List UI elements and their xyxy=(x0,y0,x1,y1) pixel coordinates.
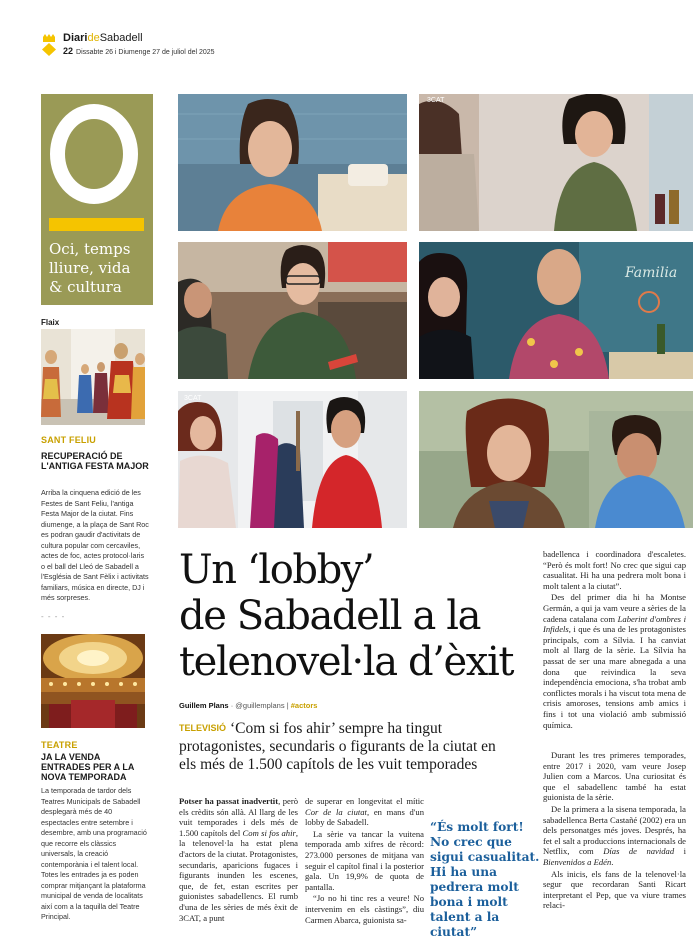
masthead[interactable]: DiarideSabadell xyxy=(63,32,143,44)
body-text: de superar en longevitat el mític xyxy=(305,796,424,806)
divider-dots: - - - - xyxy=(41,612,66,621)
body-text: De la primera a la sisena temporada, la sabadellenca Berta Castañé (2002) era un dels personatges més joves. Després, ha fet el salt a produccions internacionals de Netflix, com xyxy=(543,803,686,857)
author-name[interactable]: Guillem Plans xyxy=(179,701,229,710)
scene-photo-2 xyxy=(419,94,693,231)
theatre-photo xyxy=(41,634,145,728)
scene-photo-5 xyxy=(178,391,407,528)
section-accent-bar xyxy=(49,218,144,231)
body-text: , en mans d'un lobby de Sabadell. xyxy=(305,806,424,828)
section-letter-o xyxy=(50,104,138,204)
teatre-section-label: TEATRE xyxy=(41,740,78,750)
body-column-4 xyxy=(543,750,686,911)
section-title xyxy=(49,240,153,297)
scene-photo-6 xyxy=(419,391,693,528)
headline-line: telenovel·la d’èxit xyxy=(179,639,514,685)
scene-photo-1 xyxy=(178,94,407,231)
body-text: Des del primer dia hi ha Montse Germán, a qui ja vam veure a sèries de la cadena catalana com xyxy=(543,592,686,624)
pull-quote: “És molt fort! No crec que sigui casualitat. Hi ha una pedrera molt bona i molt talent a la ciutat” xyxy=(430,820,540,939)
santfeliu-headline[interactable]: RECUPERACIÓ DE L'ANTIGA FESTA MAJOR xyxy=(41,451,149,471)
show-title: Laberint d'ombres i Infidels xyxy=(543,613,686,635)
scene-photo-4 xyxy=(419,242,693,379)
body-paragraph: La sèrie va tancar la vuitena temporada amb xifres de rècord: 273.000 persones de mitjana van seguir el capítol final i la posterior gala. Un 19,9% de quota de pantalla. xyxy=(305,828,424,892)
article-tag[interactable]: #actors xyxy=(290,701,318,710)
body-text: . xyxy=(611,856,614,867)
show-title: Cor de la ciutat xyxy=(305,806,367,817)
author-handle[interactable]: @guillemplans xyxy=(235,701,285,710)
teatre-headline[interactable]: JA LA VENDA ENTRADES PER A LA NOVA TEMPORADA xyxy=(41,752,135,782)
body-column-3 xyxy=(543,549,686,730)
body-paragraph: “Jo no hi tinc res a veure! No intervenim en els càstings”, diu Carmen Abarca, guionista sa- xyxy=(305,893,424,925)
page-number: 22 xyxy=(63,46,74,56)
section-kicker: TELEVISIÓ xyxy=(179,723,227,733)
chalkboard-text: Familia xyxy=(625,265,678,281)
gegants-photo xyxy=(41,329,145,425)
body-paragraph: badellenca i coordinadora d'escaletes. “Però és molt fort! No crec que sigui cap casualitat. Hi ha una pedrera molt bona i molt talent a la ciutat”. xyxy=(543,549,686,591)
body-text: , però els crèdits són allà. Al llarg de les vuit temporades i dels més de 1.500 capítols del xyxy=(179,796,298,838)
body-text: i xyxy=(674,846,686,857)
diari-logo-icon xyxy=(41,34,57,56)
body-column-1 xyxy=(179,796,298,923)
byline: Guillem Plans · @guillemplans | #actors xyxy=(179,701,318,710)
body-paragraph: Durant les tres primeres temporades, entre 2017 i 2020, vam veure Josep Julien com a Marcos. Una curiositat és que el sabadellenc també ha estat guionista de la sèrie. xyxy=(543,750,686,803)
body-text: , i que és una de les protagonistes principals, com a Sílvia. I ha canviat molt al llarg de la sèrie. La Sílvia ha passat de ser una mare abnegada a una dona que reivindica la seva independència emociona, s'ha trobat amb conflictes morals i ha viscut tota mena de crisis amoroses, tensions amb amics i fins i tot una violació amb submissió química. xyxy=(543,624,686,730)
section-title-line: lliure, vida xyxy=(49,259,131,277)
teatre-body: La temporada de tardor dels Teatres Municipals de Sabadell desplegarà més de 40 espectacles entre setembre i desembre, amb una programació que recorre els clàssics universals, la creació contemporània i el talent local. Totes les entrades ja es poden comprar mitjançant la plataforma municipal de venda de localitats així com a la taquilla del Teatre Principal. xyxy=(41,786,147,921)
show-title: Bienvenidos a Edén xyxy=(543,856,612,867)
lead-in: Potser ha passat inadvertit xyxy=(179,796,279,806)
santfeliu-body: Arriba la cinquena edició de les Festes de Sant Feliu, l'antiga Festa Major de la ciutat. Fins diumenge, a la plaça de Sant Roc es podran gaudir d'activitats de cultura popular com cercaviles, actes de foc, actes protocol·laris o el ball del Lleó de Sabadell a l'Església de Sant Fèlix i activitats familiars, música en directe, DJ i més sorpreses. xyxy=(41,488,149,602)
article-subhead xyxy=(179,719,512,774)
scene-photo-3 xyxy=(178,242,407,379)
section-banner xyxy=(41,94,153,305)
show-title: Com si fos ahir xyxy=(242,827,296,838)
subhead-text: ‘Com si fos ahir’ sempre ha tingut protagonistes, secundaris o figurants de la ciutat en els més de 1.500 capítols de les vuit temporades xyxy=(179,720,496,773)
photo-credit: 3CAT xyxy=(184,395,202,402)
body-column-2 xyxy=(305,796,424,925)
body-paragraph: Als inicis, els fans de la telenovel·la segur que recordaran Santi Ricart interpretant el Pep, que va viure trames relaci- xyxy=(543,868,686,911)
article-headline[interactable] xyxy=(179,547,519,685)
body-text: , la telenovel·la ha estat plena d'actors de la ciutat. Protagonistes, secundaris, aparicions fugaces i figurants inunden les escenes, que, de fet, estan escrites per guionistes sabadellencs. El rumb d'una de les sèries de més èxit de 3CAT, a punt xyxy=(179,827,298,923)
flaix-label: Flaix xyxy=(41,318,60,327)
santfeliu-section-label: SANT FELIU xyxy=(41,435,96,445)
headline-line: de Sabadell a la xyxy=(179,593,481,639)
issue-date: Dissabte 26 i Diumenge 27 de juliol del 2025 xyxy=(76,49,215,56)
folio xyxy=(63,46,215,56)
section-title-line: Oci, temps xyxy=(49,240,131,258)
headline-line: Un ‘lobby’ xyxy=(179,547,374,593)
show-title: Días de navidad xyxy=(603,846,675,857)
section-title-line: & cultura xyxy=(49,278,122,296)
photo-credit: 3CAT xyxy=(427,97,445,104)
